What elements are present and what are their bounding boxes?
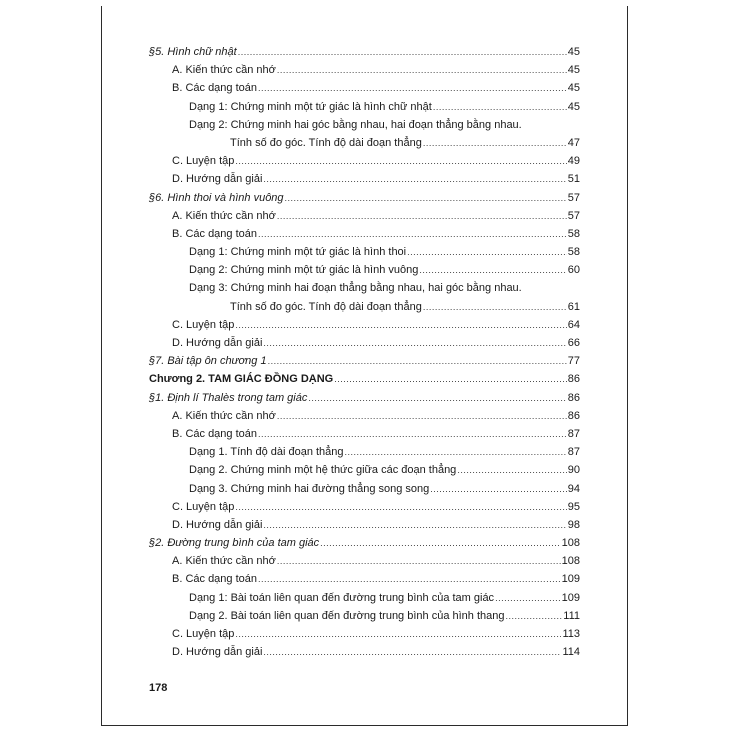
toc-page-number: 90 (567, 464, 580, 477)
toc-entry-label: A. Kiến thức cần nhớ (172, 555, 276, 568)
table-of-contents (149, 43, 580, 661)
toc-page-number: 49 (567, 155, 580, 168)
toc-entry[interactable] (149, 625, 580, 643)
toc-page-number: 57 (567, 209, 580, 222)
dot-leader (235, 625, 561, 643)
toc-entry-label: Dạng 2: Chứng minh một tứ giác là hình vuông (189, 264, 419, 277)
toc-entry[interactable] (149, 43, 580, 61)
toc-entry[interactable] (149, 334, 580, 352)
toc-entry[interactable] (149, 443, 580, 461)
toc-entry[interactable] (149, 389, 580, 407)
toc-entry-label: A. Kiến thức cần nhớ (172, 409, 276, 422)
dot-leader (277, 407, 567, 425)
toc-entry[interactable] (149, 516, 580, 534)
toc-page-number: 114 (562, 646, 580, 659)
dot-leader (258, 79, 567, 97)
toc-entry-continuation: Tính số đo góc. Tính độ dài đoạn thẳng (230, 300, 422, 313)
dot-leader (423, 298, 567, 316)
toc-entry[interactable] (149, 570, 580, 588)
dot-leader (423, 134, 567, 152)
dot-leader (277, 61, 567, 79)
toc-entry-label: B. Các dạng toán (172, 227, 258, 240)
toc-entry-label: D. Hướng dẫn giải (172, 337, 263, 349)
toc-entry[interactable] (149, 225, 580, 243)
toc-entry[interactable] (149, 134, 580, 152)
dot-leader (258, 570, 561, 588)
toc-entry[interactable] (149, 552, 580, 570)
dot-leader (263, 334, 566, 352)
dot-leader (407, 243, 567, 261)
toc-entry-label: §5. Hình chữ nhật (149, 46, 237, 58)
dot-leader (263, 516, 566, 534)
toc-page-number: 58 (567, 246, 580, 259)
toc-entry[interactable] (149, 370, 580, 388)
toc-page-number: 45 (567, 46, 580, 58)
toc-entry-label: C. Luyện tập (172, 628, 235, 640)
toc-entry-label: C. Luyện tập (172, 500, 235, 513)
toc-page-number: 66 (567, 337, 580, 349)
toc-entry[interactable] (149, 170, 580, 188)
toc-page-number: 87 (567, 446, 580, 459)
toc-entry[interactable] (149, 61, 580, 79)
toc-page-number: 86 (567, 409, 580, 422)
dot-leader (308, 389, 566, 407)
dot-leader (235, 316, 566, 334)
toc-page-number: 60 (567, 264, 580, 277)
toc-entry-label: §2. Đường trung bình của tam giác (149, 537, 320, 550)
dot-leader (495, 589, 561, 607)
toc-entry[interactable] (149, 589, 580, 607)
toc-page-number: 109 (561, 573, 580, 586)
toc-entry-continuation: Tính số đo góc. Tính độ dài đoạn thẳng (230, 136, 422, 149)
toc-entry[interactable] (149, 643, 580, 661)
toc-entry[interactable] (149, 407, 580, 425)
toc-page-number: 86 (567, 373, 580, 386)
dot-leader (430, 480, 566, 498)
toc-entry[interactable] (149, 425, 580, 443)
toc-page-number: 94 (567, 482, 580, 495)
toc-page-number: 86 (567, 391, 580, 404)
toc-entry-label: Dạng 1: Chứng minh một tứ giác là hình thoi (189, 246, 407, 259)
toc-entry-label: D. Hướng dẫn giải (172, 173, 263, 186)
toc-page-number: 87 (567, 427, 580, 440)
dot-leader (345, 443, 567, 461)
dot-leader (263, 643, 561, 661)
toc-entry-label: §6. Hình thoi và hình vuông (149, 191, 284, 204)
toc-entry[interactable] (149, 352, 580, 370)
toc-page-number: 109 (561, 591, 580, 604)
toc-page-number: 47 (567, 136, 580, 149)
toc-entry[interactable] (149, 98, 580, 116)
dot-leader (419, 261, 566, 279)
toc-entry-label: B. Các dạng toán (172, 82, 258, 95)
toc-page-number: 111 (563, 609, 580, 622)
toc-page-number: 98 (567, 518, 580, 531)
toc-entry[interactable] (149, 607, 580, 625)
toc-entry-label: A. Kiến thức cần nhớ (172, 209, 276, 222)
dot-leader (268, 352, 567, 370)
toc-page-number: 77 (567, 355, 580, 368)
toc-entry[interactable] (149, 461, 580, 479)
toc-entry-label: Dạng 3. Chứng minh hai đường thẳng song song (189, 482, 430, 495)
dot-leader (258, 225, 567, 243)
toc-entry-label: Dạng 2. Chứng minh một hệ thức giữa các đoạn thẳng (189, 464, 457, 477)
dot-leader (320, 534, 560, 552)
toc-entry[interactable] (149, 498, 580, 516)
toc-entry[interactable] (149, 79, 580, 97)
toc-entry[interactable] (149, 261, 580, 279)
toc-entry-label: §7. Bài tập ôn chương 1 (149, 355, 267, 368)
dot-leader (505, 607, 562, 625)
dot-leader (285, 189, 567, 207)
toc-page-number: 108 (561, 555, 580, 568)
toc-entry-label: B. Các dạng toán (172, 427, 258, 440)
toc-page-number: 64 (567, 318, 580, 331)
page-number: 178 (149, 682, 168, 694)
toc-entry-label: C. Luyện tập (172, 155, 235, 168)
dot-leader (263, 170, 566, 188)
toc-page-number: 61 (567, 300, 580, 313)
toc-entry[interactable] (149, 316, 580, 334)
toc-entry[interactable] (149, 243, 580, 261)
dot-leader (235, 498, 566, 516)
dot-leader (334, 370, 567, 388)
toc-page-number: 45 (567, 100, 580, 113)
dot-leader (277, 207, 567, 225)
toc-entry-label: Dạng 1: Bài toán liên quan đến đường trung bình của tam giác (189, 591, 495, 604)
toc-entry[interactable] (149, 152, 580, 170)
toc-entry-label: D. Hướng dẫn giải (172, 646, 263, 659)
toc-entry-label: B. Các dạng toán (172, 573, 258, 586)
toc-entry-label: Dạng 1. Tính độ dài đoạn thẳng (189, 446, 344, 459)
toc-page-number: 51 (567, 173, 580, 186)
toc-entry[interactable] (149, 534, 580, 552)
toc-entry-label: A. Kiến thức cần nhớ (172, 64, 276, 77)
toc-entry-label: C. Luyện tập (172, 318, 235, 331)
toc-page-number: 108 (561, 537, 580, 550)
toc-page-number: 58 (567, 227, 580, 240)
toc-page-number: 45 (567, 64, 580, 77)
toc-entry-label: Dạng 2: Chứng minh hai góc bằng nhau, hai đoạn thẳng bằng nhau. (189, 118, 522, 131)
toc-page-number: 45 (567, 82, 580, 95)
toc-page-number: 95 (567, 500, 580, 513)
dot-leader (433, 98, 567, 116)
toc-entry[interactable] (149, 189, 580, 207)
toc-page-number: 113 (562, 628, 580, 640)
toc-entry[interactable] (149, 298, 580, 316)
toc-entry-label: Dạng 1: Chứng minh một tứ giác là hình chữ nhật (189, 100, 432, 113)
toc-entry-label: Dạng 2. Bài toán liên quan đến đường trung bình của hình thang (189, 609, 505, 622)
toc-page-number: 57 (567, 191, 580, 204)
toc-entry[interactable] (149, 207, 580, 225)
toc-entry-label: D. Hướng dẫn giải (172, 518, 263, 531)
dot-leader (457, 461, 566, 479)
toc-entry-label: Dạng 3: Chứng minh hai đoạn thẳng bằng nhau, hai góc bằng nhau. (189, 282, 522, 295)
dot-leader (277, 552, 561, 570)
toc-entry-label: Chương 2. TAM GIÁC ĐỒNG DẠNG (149, 373, 334, 386)
dot-leader (235, 152, 566, 170)
toc-entry-label: §1. Định lí Thalès trong tam giác (149, 391, 308, 404)
dot-leader (258, 425, 567, 443)
dot-leader (238, 43, 567, 61)
toc-entry[interactable] (149, 480, 580, 498)
